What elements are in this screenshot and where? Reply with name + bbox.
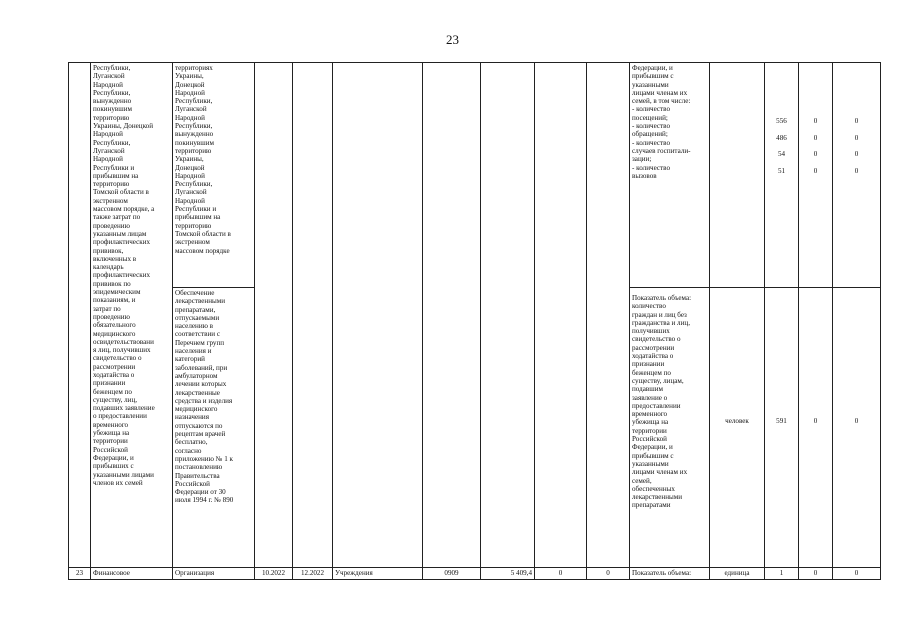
value-1-cell: 0 bbox=[535, 568, 587, 580]
value-c-cell-bottom bbox=[833, 288, 881, 568]
value-b-cell: 0 bbox=[799, 568, 833, 580]
kind-cell bbox=[333, 63, 423, 568]
start-date-cell bbox=[255, 63, 293, 568]
indicator-cell: Показатель объема: bbox=[630, 568, 710, 580]
start-date-cell: 10.2022 bbox=[255, 568, 293, 580]
value-a-bottom: 591 bbox=[776, 417, 787, 425]
amount-cell: 5 409,4 bbox=[481, 568, 535, 580]
amount-cell bbox=[481, 63, 535, 568]
value-a-cell-bottom bbox=[765, 288, 799, 568]
unit-cell-top bbox=[710, 63, 765, 288]
value-b-bottom: 0 bbox=[813, 417, 818, 425]
table-row bbox=[69, 63, 881, 288]
value-a-cell-top bbox=[765, 63, 799, 288]
values-b-top: 0 0 0 0 bbox=[813, 117, 818, 175]
value-c-cell-top bbox=[833, 63, 881, 288]
value-b-cell-bottom bbox=[799, 288, 833, 568]
recipient-cell-top: территориях Украины, Донецкой Народной Республики, Луганской Народной Республики, вынужденно покинувшим территорию Украины, Донецкой Народной Республики, Луганской Народной Республики и прибывшим на территорию Томской области в экстренном массовом порядке bbox=[173, 63, 255, 288]
values-c-top: 0 0 0 0 bbox=[854, 117, 859, 175]
page-number: 23 bbox=[446, 32, 459, 47]
description-cell: Республики, Луганской Народной Республики, вынужденно покинувшим территорию Украины, Донецкой Народной Республики, Луганской Народной Республики и прибывшим на территорию Томской области в экстренном массовом порядке, а также затрат по проведению указанным лицам профилактических прививок, включенных в календарь профилактических прививок по эпидемическим показаниям, и затрат по проведению обязательного медицинского освидетельствовани я лиц, получивших свидетельство о рассмотрении ходатайства о признании беженцем по существу, лиц, подавших заявление о предоставлении временного убежища на территории Российской Федерации, и прибывших с указанными лицами членов их семей bbox=[91, 63, 173, 568]
recipient-cell: Организация bbox=[173, 568, 255, 580]
unit-cell-bottom bbox=[710, 288, 765, 568]
indicator-cell-top: Федерации, и прибывшим с указанными лицами членам их семей, в том числе: - количество посещений; - количество обращений; - количество случаев госпитали- зации; - количество вызовов bbox=[630, 63, 710, 288]
budget-table bbox=[68, 62, 881, 580]
end-date-cell bbox=[293, 63, 333, 568]
code-cell: 0909 bbox=[423, 568, 481, 580]
recipient-cell-bottom: Обеспечение лекарственными препаратами, отпускаемыми населению в соответствии с Перечнем групп населения и категорий заболеваний, при амбулаторном лечении которых лекарственные средства и изделия медицинского назначения отпускаются по рецептам врачей бесплатно, согласно приложению № 1 к постановлению Правительства Российской Федерации от 30 июля 1994 г. № 890 bbox=[173, 288, 255, 568]
value-c-cell: 0 bbox=[833, 568, 881, 580]
value-1-cell bbox=[535, 63, 587, 568]
code-cell bbox=[423, 63, 481, 568]
table-row bbox=[69, 568, 881, 580]
unit-bottom: человек bbox=[725, 417, 749, 425]
value-2-cell: 0 bbox=[587, 568, 630, 580]
unit-cell: единица bbox=[710, 568, 765, 580]
end-date-cell: 12.2022 bbox=[293, 568, 333, 580]
value-c-bottom: 0 bbox=[854, 417, 859, 425]
values-a-top: 556 486 54 51 bbox=[776, 117, 787, 175]
row-number-cell bbox=[69, 63, 91, 568]
row-number-cell: 23 bbox=[69, 568, 91, 580]
value-a-cell: 1 bbox=[765, 568, 799, 580]
value-b-cell-top bbox=[799, 63, 833, 288]
indicator-cell-bottom: Показатель объема: количество граждан и лиц без гражданства и лиц, получивших свидетельство о рассмотрении ходатайства о признании беженцем по существу, лицам, подавшим заявление о предоставлении временного убежища на территории Российской Федерации, и прибывшим с указанными лицами членам их семей, обеспеченных лекарственными препаратами bbox=[630, 288, 710, 568]
kind-cell: Учреждения bbox=[333, 568, 423, 580]
description-cell: Финансовое bbox=[91, 568, 173, 580]
value-2-cell bbox=[587, 63, 630, 568]
